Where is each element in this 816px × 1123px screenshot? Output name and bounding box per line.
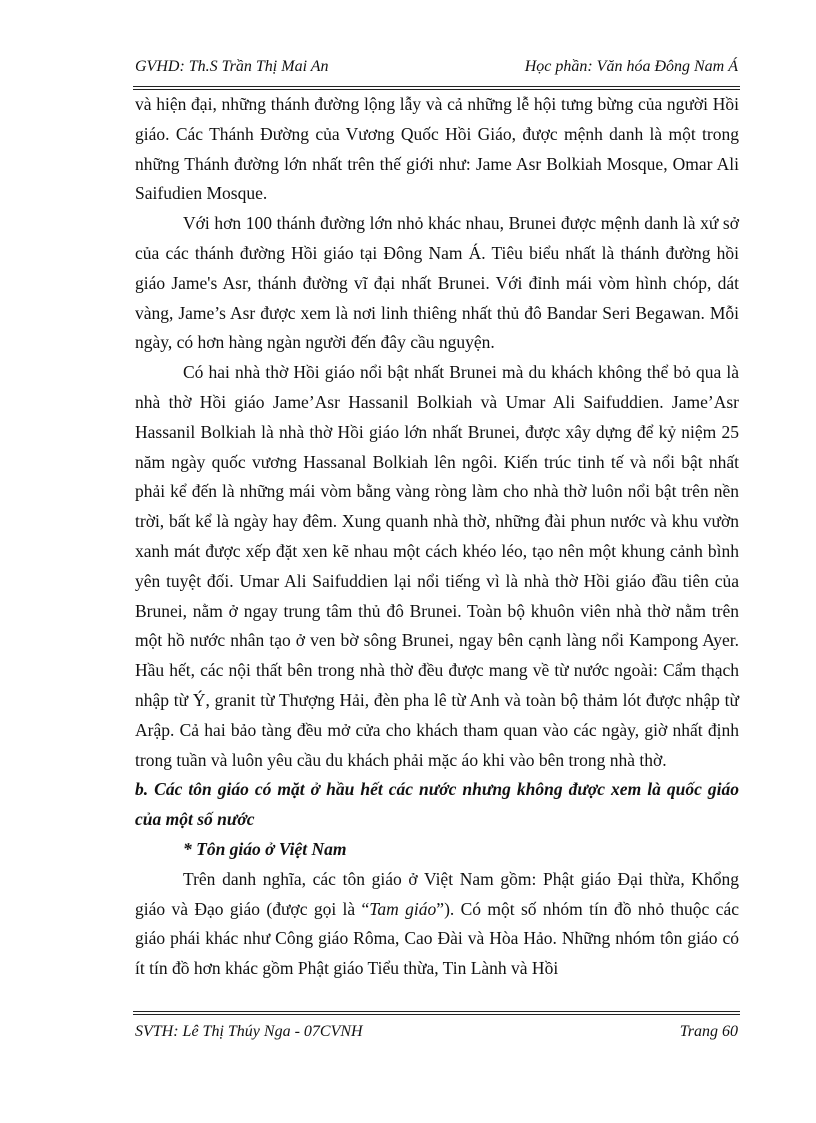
section-heading-b: b. Các tôn giáo có mặt ở hầu hết các nước nhưng không được xem là quốc giáo của một số nước [135, 779, 739, 830]
footer-student: SVTH: Lê Thị Thúy Nga - 07CVNH [135, 1023, 363, 1040]
paragraph-1: và hiện đại, những thánh đường lộng lẫy và cả những lễ hội tưng bừng của người Hồi giáo. Các Thánh Đường của Vương Quốc Hồi Giáo, được mệnh danh là một trong những Thánh đường lớn nhất trên thế giới như: Jame Asr Bolkiah Mosque, Omar Ali Saifudien Mosque. [135, 94, 739, 204]
paragraph-3: Có hai nhà thờ Hồi giáo nổi bật nhất Brunei mà du khách không thể bỏ qua là nhà thờ Hồi giáo Jame’Asr Hassanil Bolkiah và Umar Ali Saifuddien. Jame’Asr Hassanil Bolkiah là nhà thờ Hồi giáo lớn nhất Brunei, được xây dựng để kỷ niệm 25 năm ngày quốc vương Hassanal Bolkiah lên ngôi. Kiến trúc tinh tế và nổi bật nhất phải kể đến là những mái vòm bằng vàng ròng làm cho nhà thờ luôn nổi bật trên nền trời, bất kể là ngày hay đêm. Xung quanh nhà thờ, những đài phun nước và khu vườn xanh mát được xếp đặt xen kẽ nhau một cách khéo léo, tạo nên một khung cảnh bình yên tuyệt đối. Umar Ali Saifuddien lại nổi tiếng vì là nhà thờ Hồi giáo đầu tiên của Brunei, nằm ở ngay trung tâm thủ đô Brunei. Toàn bộ khuôn viên nhà thờ nằm trên một hồ nước nhân tạo ở ven bờ sông Brunei, ngay bên cạnh làng nổi Kampong Ayer. Hầu hết, các nội thất bên trong nhà thờ đều được mang về từ nước ngoài: Cẩm thạch nhập từ Ý, granit từ Thượng Hải, đèn pha lê từ Anh và toàn bộ thảm lót được nhập từ Arập. Cả hai bảo tàng đều mở cửa cho khách tham quan vào các ngày, giờ nhất định trong tuần và luôn yêu cầu du khách phải mặc áo khi vào bên trong nhà thờ. [135, 362, 739, 770]
header-course: Học phần: Văn hóa Đông Nam Á [524, 58, 738, 75]
footer-page-number: Trang 60 [679, 1023, 738, 1040]
paragraph-4 [135, 865, 739, 984]
paragraph-2: Với hơn 100 thánh đường lớn nhỏ khác nhau, Brunei được mệnh danh là xứ sở của các thánh đường Hồi giáo tại Đông Nam Á. Tiêu biểu nhất là thánh đường hồi giáo Jame's Asr, thánh đường vĩ đại nhất Brunei. Với đỉnh mái vòm hình chóp, dát vàng, Jame’s Asr được xem là nơi linh thiêng nhất thủ đô Bandar Seri Begawan. Mỗi ngày, có hơn hàng ngàn người đến đây cầu nguyện. [135, 213, 739, 353]
paragraph-4-text-a: Trên danh nghĩa, các tôn giáo ở Việt Nam gồm: Phật giáo Đại thừa, Khổng giáo và Đạo giáo (được gọi là “ [135, 868, 739, 919]
page-body [135, 90, 739, 984]
header-instructor: GVHD: Th.S Trần Thị Mai An [135, 58, 329, 75]
page-header [133, 50, 740, 90]
page-footer [133, 1011, 740, 1049]
subsection-heading-vietnam: * Tôn giáo ở Việt Nam [183, 838, 347, 859]
paragraph-4-text-b: ”). Có một số nhóm tín đồ nhỏ thuộc các giáo phái khác như Công giáo Rôma, Cao Đài và Hòa Hảo. Những nhóm tôn giáo có ít tín đồ hơn khác gồm Phật giáo Tiểu thừa, Tin Lành và Hồi [135, 898, 739, 979]
paragraph-4-emphasis: Tam giáo [369, 898, 437, 919]
